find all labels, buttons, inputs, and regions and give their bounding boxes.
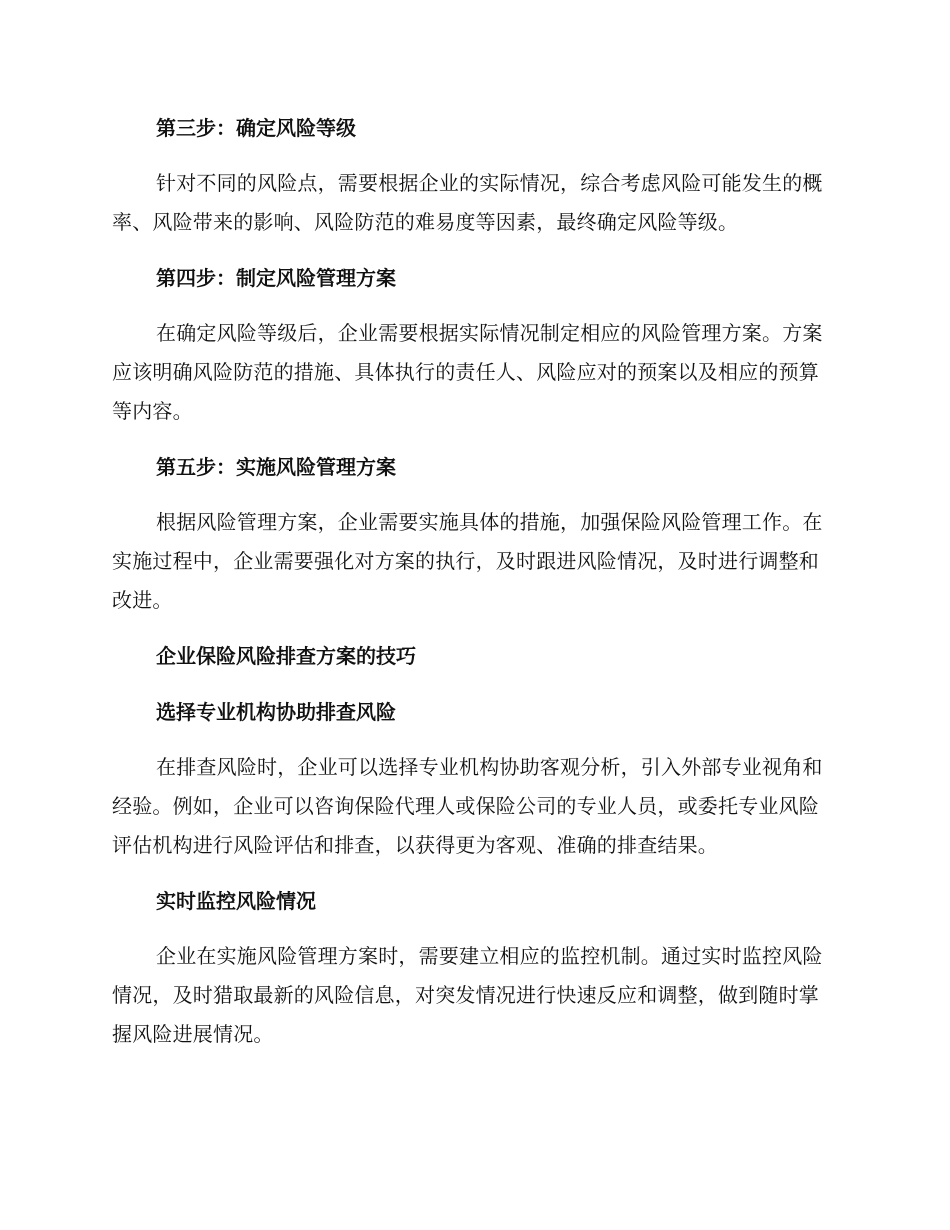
tip1-heading: 选择专业机构协助排查风险	[156, 700, 396, 724]
tips-heading: 企业保险风险排查方案的技巧	[156, 644, 416, 668]
step3-heading: 第三步：确定风险等级	[156, 116, 356, 140]
tip2-paragraph: 企业在实施风险管理方案时，需要建立相应的监控机制。通过实时监控风险情况，及时猎取最新的风险信息，对突发情况进行快速反应和调整，做到随时掌握风险进展情况。	[112, 944, 823, 1046]
step5-heading: 第五步：实施风险管理方案	[156, 455, 396, 479]
step3-paragraph: 针对不同的风险点，需要根据企业的实际情况，综合考虑风险可能发生的概率、风险带来的影响、风险防范的难易度等因素，最终确定风险等级。	[112, 171, 823, 234]
step4-heading: 第四步：制定风险管理方案	[156, 266, 396, 290]
document-content	[112, 108, 832, 1054]
step4-paragraph: 在确定风险等级后，企业需要根据实际情况制定相应的风险管理方案。方案应该明确风险防范的措施、具体执行的责任人、风险应对的预案以及相应的预算等内容。	[112, 321, 823, 423]
step5-paragraph: 根据风险管理方案，企业需要实施具体的措施，加强保险风险管理工作。在实施过程中，企业需要强化对方案的执行，及时跟进风险情况，及时进行调整和改进。	[112, 510, 823, 612]
tip2-heading: 实时监控风险情况	[156, 889, 316, 913]
tip1-paragraph: 在排查风险时，企业可以选择专业机构协助客观分析，引入外部专业视角和经验。例如，企业可以咨询保险代理人或保险公司的专业人员，或委托专业风险评估机构进行风险评估和排查，以获得更为客观、准确的排查结果。	[112, 755, 823, 857]
